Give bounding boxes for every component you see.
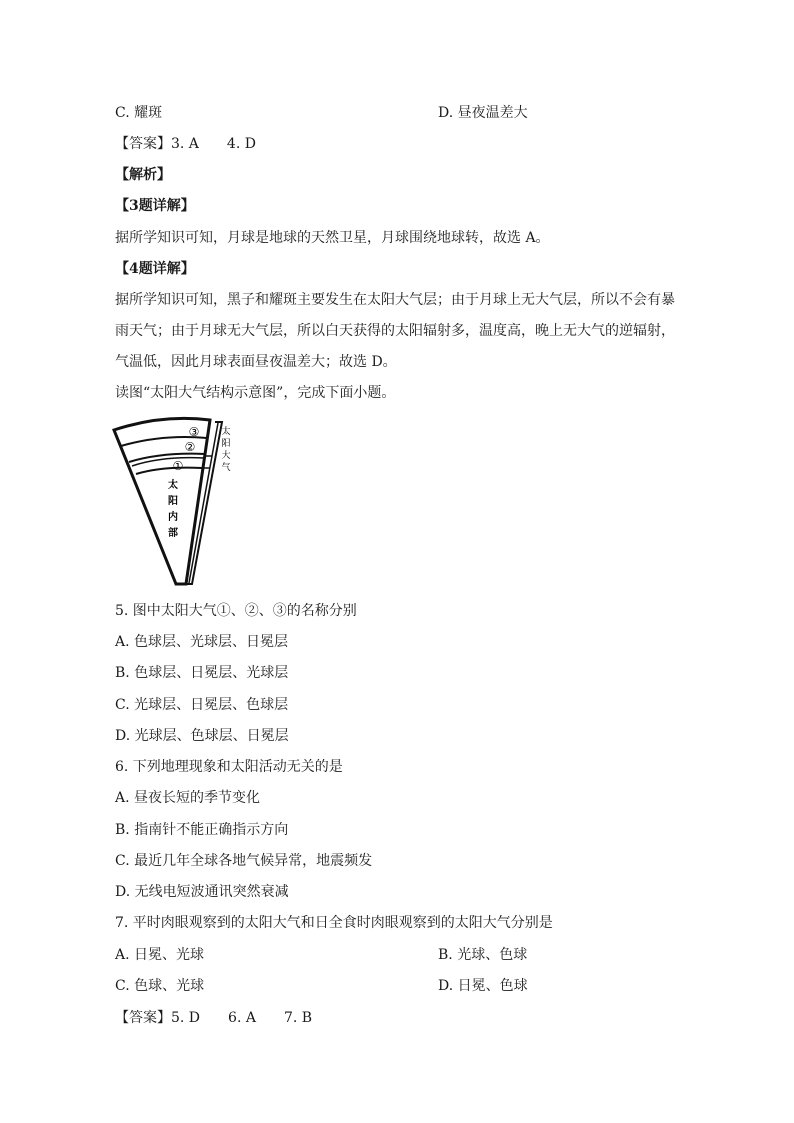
layer-2-label: ② — [184, 440, 196, 454]
side-label-3: 大 — [221, 451, 231, 461]
side-label-1: 太 — [221, 427, 231, 437]
inner-label-4: 部 — [168, 528, 178, 539]
q5-option-c: C. 光球层、日冕层、色球层 — [115, 697, 289, 713]
q3-detail-heading: 【3题详解】 — [115, 198, 195, 214]
q4-detail-line-3: 气温低，因此月球表面昼夜温差大；故选 D。 — [115, 354, 397, 370]
side-label-4: 气 — [221, 463, 231, 473]
q6-option-b: B. 指南针不能正确指示方向 — [115, 822, 289, 838]
q7-option-b: B. 光球、色球 — [438, 947, 528, 963]
option-d-q4: D. 昼夜温差大 — [438, 105, 528, 121]
q5-option-d: D. 光球层、色球层、日冕层 — [115, 728, 289, 744]
q5-stem: 5. 图中太阳大气①、②、③的名称分别 — [115, 603, 357, 619]
layer-1-label: ① — [172, 459, 184, 473]
q4-detail-line-2: 雨天气；由于月球无大气层，所以白天获得的太阳辐射多，温度高，晚上无大气的逆辐射， — [115, 323, 675, 339]
analysis-heading: 【解析】 — [115, 167, 171, 183]
q7-option-c: C. 色球、光球 — [115, 978, 205, 994]
q6-option-a: A. 昼夜长短的季节变化 — [115, 790, 261, 806]
diagram-intro: 读图“太阳大气结构示意图”，完成下面小题。 — [115, 385, 396, 401]
option-c-q4: C. 耀斑 — [115, 105, 163, 121]
q6-option-d: D. 无线电短波通讯突然衰减 — [115, 884, 289, 900]
q3-detail-text: 据所学知识可知，月球是地球的天然卫星，月球围绕地球转，故选 A。 — [115, 230, 550, 246]
q6-option-c: C. 最近几年全球各地气候异常，地震频发 — [115, 853, 373, 869]
q7-stem: 7. 平时肉眼观察到的太阳大气和日全食时肉眼观察到的太阳大气分别是 — [115, 915, 553, 931]
q4-detail-line-1: 据所学知识可知，黑子和耀斑主要发生在太阳大气层；由于月球上无大气层，所以不会有暴 — [115, 292, 675, 308]
answer-3-4: 【答案】3. A 4. D — [115, 136, 256, 152]
q7-option-d: D. 日冕、色球 — [438, 978, 528, 994]
q4-detail-heading: 【4题详解】 — [115, 261, 195, 277]
solar-atmosphere-diagram — [112, 416, 232, 594]
inner-label-1: 太 — [168, 480, 178, 491]
inner-label-2: 阳 — [168, 496, 178, 507]
answer-5-6-7: 【答案】5. D 6. A 7. B — [115, 1010, 313, 1026]
q6-stem: 6. 下列地理现象和太阳活动无关的是 — [115, 759, 343, 775]
side-label-2: 阳 — [221, 439, 231, 449]
inner-label-3: 内 — [168, 512, 178, 523]
layer-3-label: ③ — [188, 425, 200, 439]
q7-option-a: A. 日冕、光球 — [115, 947, 205, 963]
q5-option-b: B. 色球层、日冕层、光球层 — [115, 665, 289, 681]
q5-option-a: A. 色球层、光球层、日冕层 — [115, 634, 289, 650]
